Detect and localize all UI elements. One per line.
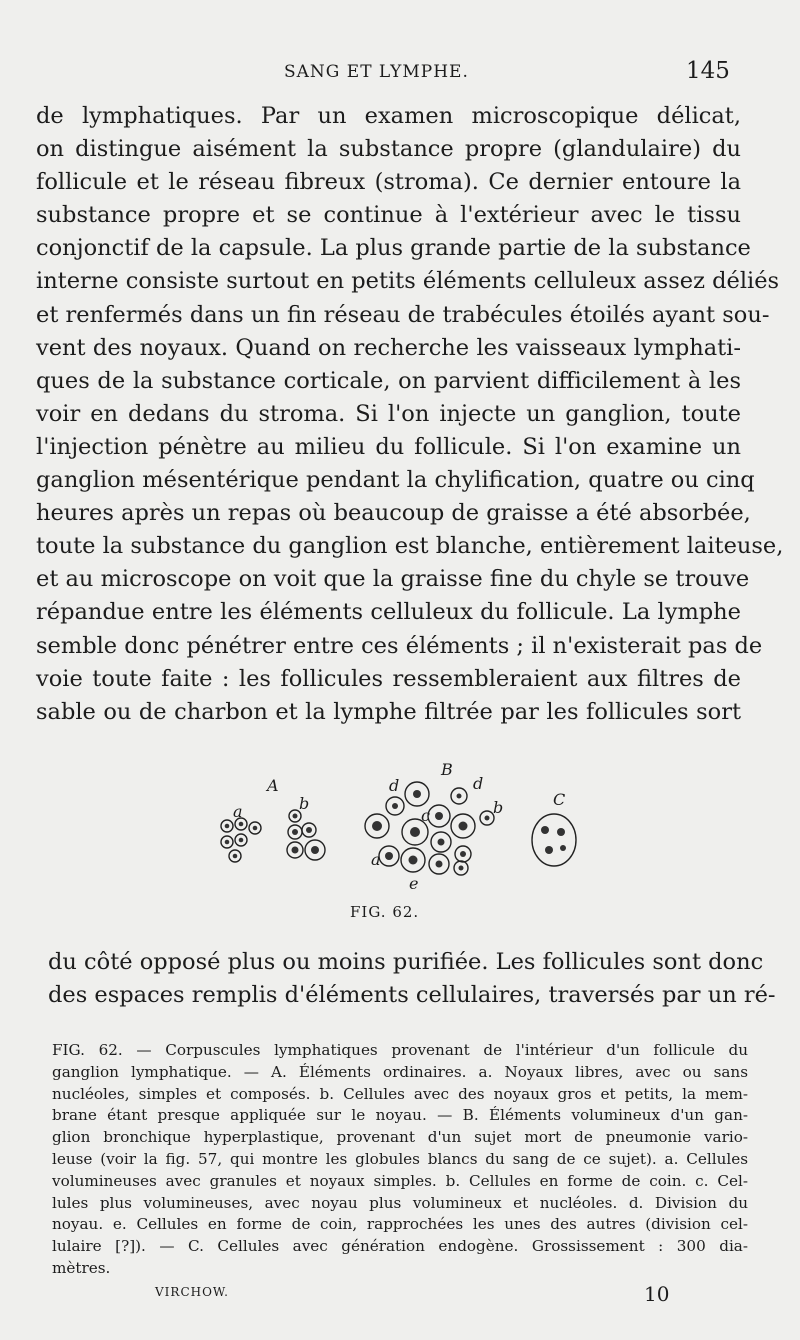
text-line: interne consiste surtout en petits éléments celluleux assez déliés xyxy=(36,268,780,295)
caption-line: FIG. 62. — Corpuscules lymphatiques provenant de l'intérieur d'un follicule du xyxy=(52,1041,748,1059)
page-number: 145 xyxy=(686,58,730,84)
body-paragraph-1 xyxy=(36,100,784,729)
text-line: semble donc pénétrer entre ces éléments ; il n'existerait pas de xyxy=(36,632,763,659)
caption-line: glion bronchique hyperplastique, provenant d'un sujet mort de pneumonie vario- xyxy=(52,1128,748,1147)
text-line: l'injection pénètre au milieu du follicule. Si l'on examine un xyxy=(36,433,741,460)
figure-label-a: a xyxy=(233,802,243,821)
caption-line: volumineuses avec granules et noyaux simples. b. Cellules en forme de coin. c. Cel- xyxy=(52,1171,748,1190)
figure-title: FIG. 62. xyxy=(350,903,420,921)
text-line: voie toute faite : les follicules ressembleraient aux filtres de xyxy=(36,665,741,692)
text-line: vent des noyaux. Quand on recherche les vaisseaux lymphati- xyxy=(36,334,741,361)
text-line: répandue entre les éléments celluleux du follicule. La lymphe xyxy=(36,599,741,626)
text-line: du côté opposé plus ou moins purifiée. Les follicules sont donc xyxy=(48,949,764,975)
text-line: conjonctif de la capsule. La plus grande partie de la substance xyxy=(36,235,751,262)
text-line: toute la substance du ganglion est blanche, entièrement laiteuse, xyxy=(36,533,784,560)
caption-line: brane étant presque appliquée sur le noyau. — B. Éléments volumineux d'un gan- xyxy=(52,1106,748,1125)
figure-label-b: b xyxy=(493,798,504,817)
text-line: on distingue aisément la substance propre (glandulaire) du xyxy=(36,136,741,163)
text-line: ganglion mésentérique pendant la chylification, quatre ou cinq xyxy=(36,467,755,494)
caption-line: mètres. xyxy=(52,1258,111,1277)
text-line: voir en dedans du stroma. Si l'on injecte un ganglion, toute xyxy=(36,400,741,427)
text-line: de lymphatiques. Par un examen microscopique délicat, xyxy=(36,103,741,129)
text-line: des espaces remplis d'éléments cellulaires, traversés par un ré- xyxy=(48,982,776,1009)
caption-line: nucléoles, simples et composés. b. Cellules avec des noyaux gros et petits, la mem- xyxy=(52,1084,748,1103)
text-line: substance propre et se continue à l'extérieur avec le tissu xyxy=(36,202,741,229)
figure-label-d: d xyxy=(389,776,400,795)
caption-line: lulaire [?]). — C. Cellules avec génération endogène. Grossissement : 300 dia- xyxy=(52,1237,748,1256)
figure-label-a: a xyxy=(371,850,381,869)
text-line: et au microscope on voit que la graisse fine du chyle se trouve xyxy=(36,566,750,593)
figure-label-d: d xyxy=(473,774,484,793)
figure-label-c: c xyxy=(421,806,430,825)
body-paragraph-2 xyxy=(48,946,776,1012)
cell-endogenous xyxy=(532,814,576,866)
caption-line: lules plus volumineuses, avec noyau plus volumineux et nucléoles. d. Division du xyxy=(52,1193,748,1212)
signature-mark: VIRCHOW. xyxy=(155,1285,229,1299)
running-head: SANG ET LYMPHE. xyxy=(284,62,469,82)
text-line: heures après un repas où beaucoup de graisse a été absorbée, xyxy=(36,500,751,527)
text-line: sable ou de charbon et la lymphe filtrée par les follicules sort xyxy=(36,698,741,725)
figure-label-B: B xyxy=(441,760,453,779)
page-header xyxy=(0,58,800,88)
caption-line: leuse (voir la fig. 57, qui montre les globules blancs du sang de ce sujet). a. Cellules xyxy=(52,1149,748,1168)
text-line: et renfermés dans un fin réseau de trabécules étoilés ayant sou- xyxy=(36,301,770,328)
text-line: follicule et le réseau fibreux (stroma). Ce dernier entoure la xyxy=(36,169,741,196)
figure-label-e: e xyxy=(409,874,419,893)
caption-line: noyau. e. Cellules en forme de coin, rapprochées les unes des autres (division cel- xyxy=(52,1215,748,1234)
sheet-number: 10 xyxy=(644,1282,670,1306)
text-line: ques de la substance corticale, on parvient difficilement à les xyxy=(36,367,741,394)
figure-62-illustration xyxy=(205,760,585,920)
figure-label-b: b xyxy=(299,794,310,813)
caption-line: ganglion lymphatique. — A. Éléments ordinaires. a. Noyaux libres, avec ou sans xyxy=(52,1062,748,1081)
figure-label-A: A xyxy=(267,776,279,795)
figure-label-C: C xyxy=(553,790,566,809)
figure-caption xyxy=(52,1040,748,1280)
